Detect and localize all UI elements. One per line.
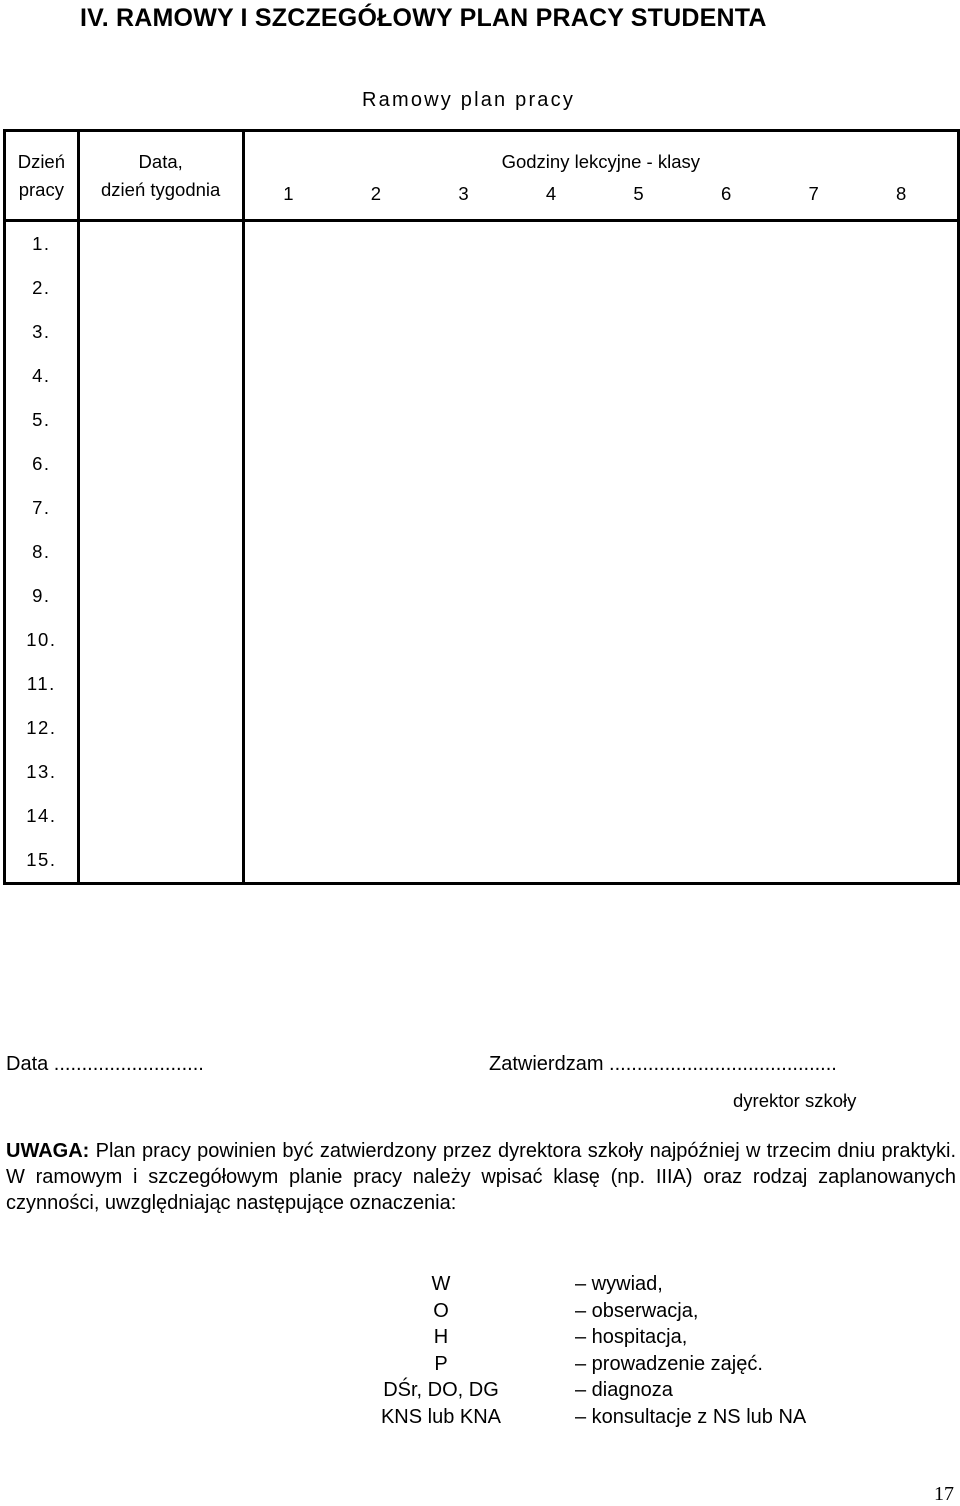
day-number-cell: 9. [5,574,79,618]
hour-number: 5 [633,182,644,204]
date-cell[interactable] [78,706,243,750]
day-number-cell: 15. [5,838,79,884]
legend-item [340,1298,900,1325]
date-cell[interactable] [78,794,243,838]
table-row [5,398,959,442]
hours-cell[interactable] [243,530,958,574]
hours-cell[interactable] [243,221,958,267]
header-date-line-1: Data, [138,150,183,172]
hours-cell[interactable] [243,310,958,354]
hour-number: 7 [808,182,819,204]
day-number-cell: 2. [5,266,79,310]
table-header-row [5,131,959,221]
hour-number: 8 [896,182,907,204]
hour-number: 3 [458,182,469,204]
header-day-line-1: Dzień [17,150,66,172]
day-number-cell: 13. [5,750,79,794]
legend-code: KNS lub KNA [380,1405,502,1428]
table-row [5,662,959,706]
day-number-cell: 11. [5,662,79,706]
legend-description: – hospitacja, [575,1326,688,1348]
section-subtitle: Ramowy plan pracy [362,89,576,111]
day-number-cell: 3. [5,310,79,354]
day-number-cell: 6. [5,442,79,486]
page-title: IV. RAMOWY I SZCZEGÓŁOWY PLAN PRACY STUDENTA [80,4,767,32]
hours-cell[interactable] [243,794,958,838]
legend-description: – obserwacja, [575,1299,699,1322]
date-cell[interactable] [78,221,243,267]
hours-number-list [245,183,957,205]
legend-item [340,1351,900,1378]
header-date-cell [78,131,243,221]
table-row [5,838,959,884]
table-row [5,354,959,398]
legend-description: – konsultacje z NS lub NA [575,1405,807,1428]
table-row [5,266,959,310]
date-cell[interactable] [78,266,243,310]
legend-list [340,1271,900,1430]
hours-cell[interactable] [243,354,958,398]
legend-description: – prowadzenie zajęć. [575,1352,763,1375]
legend-code: W [431,1273,451,1295]
day-number-cell: 14. [5,794,79,838]
date-cell[interactable] [78,838,243,884]
legend-code: O [433,1299,449,1322]
header-hours-cell [243,131,958,221]
header-hours-caption: Godziny lekcyjne - klasy [501,150,701,172]
header-date-label [80,148,242,204]
table-row [5,221,959,267]
note-text: Plan pracy powinien być zatwierdzony przez dyrektora szkoły najpóźniej w trzecim dniu praktyki. W ramowym i szczegółowym planie pracy należy wpisać klasę (np. IIIA) oraz rodzaj zaplanowanych czynności, uwzględniając następujące oznaczenia: [6,1140,956,1214]
approval-field-label: Zatwierdzam ......................................... [489,1053,837,1075]
table-row [5,794,959,838]
hours-cell[interactable] [243,750,958,794]
hours-cell[interactable] [243,486,958,530]
signature-caption: dyrektor szkoły [733,1090,857,1111]
legend-item [340,1324,900,1351]
table-row [5,618,959,662]
header-date-line-2: dzień tygodnia [101,178,221,200]
day-number-cell: 7. [5,486,79,530]
date-cell[interactable] [78,354,243,398]
date-cell[interactable] [78,574,243,618]
date-cell[interactable] [78,310,243,354]
hours-cell[interactable] [243,618,958,662]
day-number-cell: 1. [5,221,79,267]
date-cell[interactable] [78,486,243,530]
header-day-cell [5,131,79,221]
header-day-label [6,148,77,204]
legend-code: P [434,1352,448,1375]
legend-code: DŚr, DO, DG [383,1379,499,1401]
hour-number: 1 [283,182,294,204]
hour-number: 6 [720,182,732,204]
legend-code: H [433,1326,449,1348]
date-cell[interactable] [78,618,243,662]
legend-item [340,1271,900,1298]
page-number: 17 [934,1483,954,1505]
table-row [5,310,959,354]
hours-cell[interactable] [243,662,958,706]
day-number-cell: 4. [5,354,79,398]
work-plan-table [3,129,960,885]
table-row [5,750,959,794]
date-field-label: Data ........................... [6,1053,204,1075]
day-number-cell: 8. [5,530,79,574]
date-cell[interactable] [78,662,243,706]
date-cell[interactable] [78,442,243,486]
table-row [5,574,959,618]
hours-cell[interactable] [243,706,958,750]
date-cell[interactable] [78,750,243,794]
day-number-cell: 5. [5,398,79,442]
hours-cell[interactable] [243,838,958,884]
date-cell[interactable] [78,530,243,574]
legend-item [340,1404,900,1431]
hours-cell[interactable] [243,574,958,618]
hours-cell[interactable] [243,266,958,310]
hour-number: 2 [370,182,382,204]
table-row [5,486,959,530]
header-day-line-2: pracy [18,178,64,200]
hours-cell[interactable] [243,442,958,486]
note-label: UWAGA: [6,1140,90,1162]
day-number-cell: 12. [5,706,79,750]
table-row [5,530,959,574]
table-row [5,442,959,486]
hour-number: 4 [545,182,557,204]
legend-description: – diagnoza [575,1379,673,1401]
date-cell[interactable] [78,398,243,442]
legend-description: – wywiad, [575,1273,663,1295]
hours-cell[interactable] [243,398,958,442]
day-number-cell: 10. [5,618,79,662]
table-row [5,706,959,750]
legend-item [340,1377,900,1404]
note-paragraph [6,1138,956,1216]
